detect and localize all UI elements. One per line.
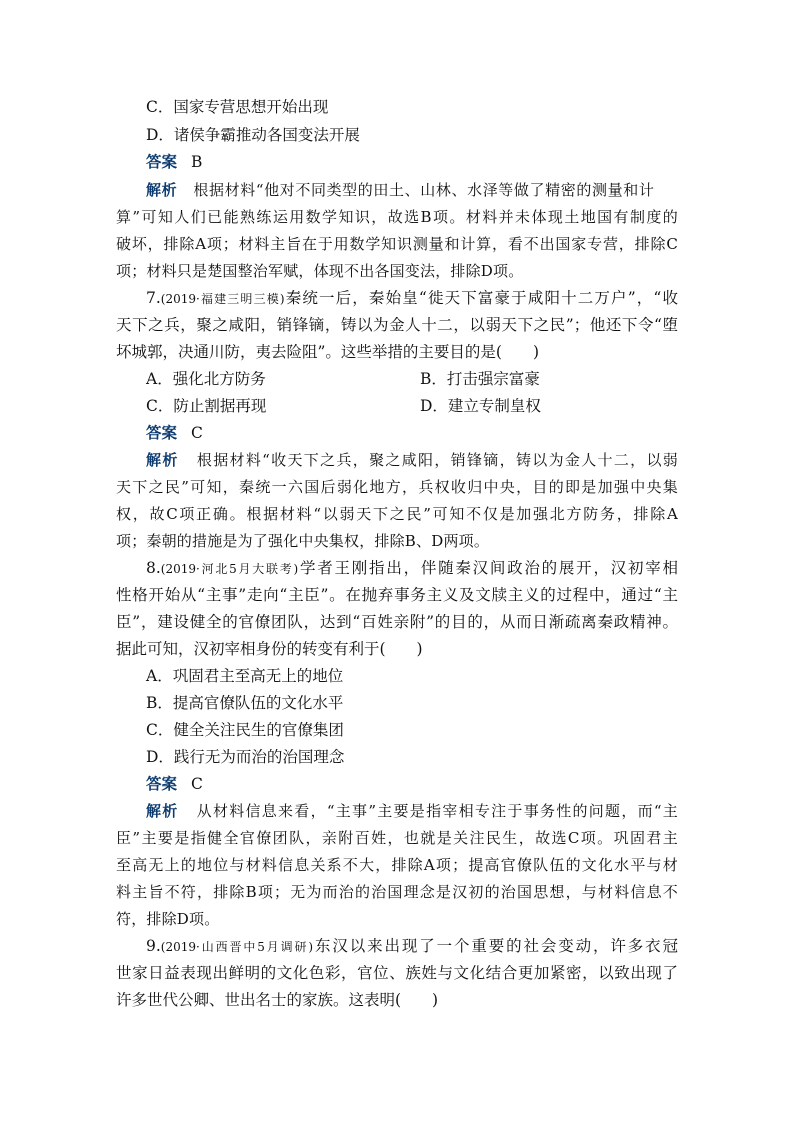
analysis-label: 解析: [146, 181, 178, 199]
q6-analysis-line-4: 项；材料只是楚国整治军赋，体现不出各国变法，排除D项。: [116, 262, 524, 280]
q7-option-d: D．建立专制皇权: [420, 397, 541, 415]
answer-value: B: [191, 153, 203, 171]
q6-analysis-line-2: 算”可知人们已能熟练运用数学知识，故选B项。材料并未体现土地国有制度的: [116, 208, 678, 226]
q7-options-ab: [146, 369, 266, 389]
q7-option-a: A．强化北方防务: [146, 370, 266, 388]
q6-analysis-line-3: 破坏，排除A项；材料主旨在于用数学知识测量和计算，看不出国家专营，排除C: [116, 235, 678, 253]
q9-stem-line-3: 许多世代公卿、世出名士的家族。这表明( ): [116, 991, 439, 1009]
q8-source: (2019·河北5月大联考): [160, 562, 299, 576]
q6-answer: [146, 152, 202, 172]
q7-option-c: C．防止割据再现: [146, 397, 267, 415]
answer-label: 答案: [146, 774, 178, 793]
analysis-label: 解析: [146, 451, 179, 469]
q6-option-c: C．国家专营思想开始出现: [146, 98, 329, 116]
q9-stem-line-1: 9.(2019·山西晋中5月调研)东汉以来出现了一个重要的社会变动，许多衣冠: [146, 937, 678, 955]
q7-answer: [146, 423, 203, 443]
q7-source: (2019·福建三明三模): [160, 292, 285, 306]
answer-label: 答案: [146, 423, 178, 442]
q8-option-b: B．提高官僚队伍的文化水平: [146, 694, 344, 712]
q8-stem-line-3: 臣”，建设健全的官僚团队，达到“百姓亲附”的目的，从而日渐疏离秦政精神。: [116, 613, 678, 631]
q8-option-c: C．健全关注民生的官僚集团: [146, 721, 344, 739]
q7-analysis-line-4: 项；秦朝的措施是为了强化中央集权，排除B、D两项。: [116, 532, 490, 550]
q7-option-b: B．打击强宗富豪: [420, 370, 540, 388]
q8-number: 8.: [146, 559, 161, 577]
q8-analysis-line-2: 臣”主要是指健全官僚团队，亲附百姓，也就是关注民生，故选C项。巩固君主: [116, 829, 678, 847]
q7-stem-line-1: 7.(2019·福建三明三模)秦统一后，秦始皇“徙天下富豪于咸阳十二万户”，“收: [146, 289, 678, 307]
q6-option-d: D．诸侯争霸推动各国变法开展: [146, 126, 360, 144]
q7-stem-line-3: 坏城郭，决通川防，夷去险阻”。这些举措的主要目的是( ): [116, 343, 540, 361]
q8-analysis-line-4: 料主旨不符，排除B项；无为而治的治国理念是汉初的治国思想，与材料信息不: [116, 883, 678, 901]
answer-value: C: [191, 424, 203, 442]
q7-analysis-line-2: 天下之民”可知，秦统一六国后弱化地方，兵权收归中央，目的即是加强中央集: [116, 478, 678, 496]
answer-value: C: [191, 775, 203, 793]
q7-analysis-line-1: 解析 根据材料“收天下之兵，聚之咸阳，销锋镝，铸以为金人十二，以弱: [146, 451, 679, 469]
q6-analysis-line-1: 解析 根据材料“他对不同类型的田土、山林、水泽等做了精密的测量和计: [146, 181, 655, 199]
q8-stem-line-1: 8.(2019·河北5月大联考)学者王刚指出，伴随秦汉间政治的展开，汉初宰相: [146, 559, 678, 577]
q7-stem-line-2: 天下之兵，聚之咸阳，销锋镝，铸以为金人十二，以弱天下之民”；他还下令“堕: [116, 316, 678, 334]
q8-analysis-line-3: 至高无上的地位与材料信息关系不大，排除A项；提高官僚队伍的文化水平与材: [116, 856, 678, 874]
q8-analysis-line-5: 符，排除D项。: [116, 910, 220, 928]
analysis-label: 解析: [146, 802, 179, 820]
q9-stem-line-2: 世家日益表现出鲜明的文化色彩，官位、族姓与文化结合更加紧密，以致出现了: [116, 964, 678, 982]
q9-source: (2019·山西晋中5月调研): [160, 940, 314, 954]
q8-option-d: D．践行无为而治的治国理念: [146, 748, 345, 766]
q9-number: 9.: [146, 937, 161, 955]
q8-answer: [146, 774, 203, 794]
q8-analysis-line-1: 解析 从材料信息来看，“主事”主要是指宰相专注于事务性的问题，而“主: [146, 802, 678, 820]
q8-stem-line-4: 据此可知，汉初宰相身份的转变有利于( ): [116, 640, 423, 658]
answer-label: 答案: [146, 152, 178, 171]
q7-number: 7.: [146, 289, 161, 307]
q7-analysis-line-3: 权，故C项正确。根据材料“以弱天下之民”可知不仅是加强北方防务，排除A: [116, 505, 678, 523]
q8-stem-line-2: 性格开始从“主事”走向“主臣”。在抛弃事务主义及文牍主义的过程中，通过“主: [116, 586, 678, 604]
q8-option-a: A．巩固君主至高无上的地位: [146, 667, 344, 685]
